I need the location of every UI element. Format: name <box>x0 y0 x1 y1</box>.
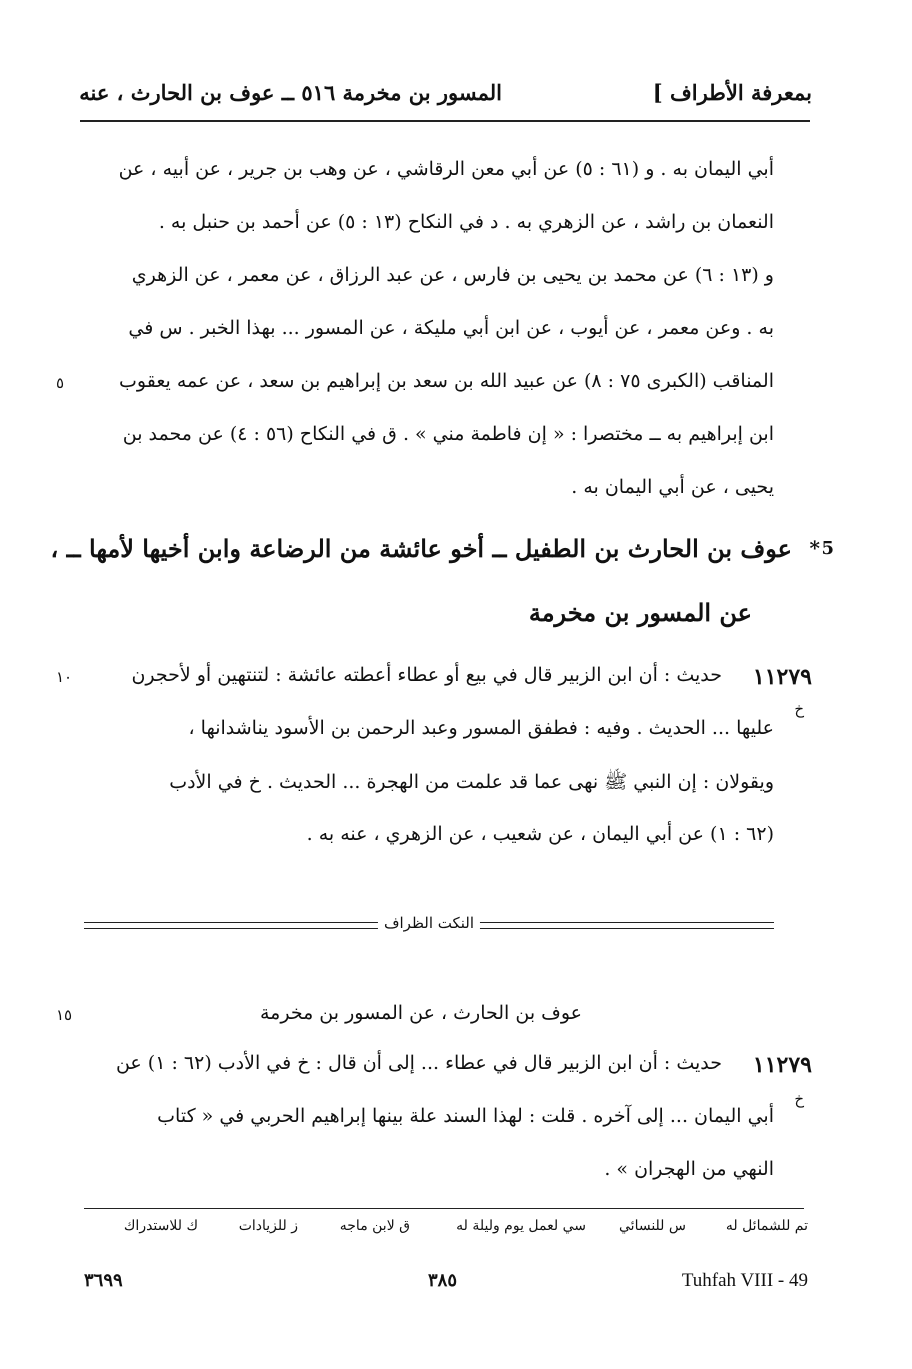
legend-item: سي لعمل يوم وليلة له <box>456 1218 586 1234</box>
text-line: به . وعن معمر ، عن أيوب ، عن ابن أبي مليكة ، عن المسور ... بهذا الخبر . س في <box>128 317 774 339</box>
footer-volume-label: Tuhfah VIII - 49 <box>681 1270 808 1291</box>
text-line: المناقب (الكبرى ٧٥ : ٨) عن عبيد الله بن سعد بن إبراهيم بن سعد ، عن عمه يعقوب <box>119 370 774 392</box>
footer-serial-number: ٣٦٩٩ <box>84 1270 123 1291</box>
source-marker: خ <box>794 700 804 718</box>
text-line: يحيى ، عن أبي اليمان به . <box>571 476 774 498</box>
legend-item: س للنسائي <box>619 1218 686 1234</box>
text-line: أبي اليمان ... إلى آخره . قلت : لهذا السند علة بينها إبراهيم الحربي في « كتاب <box>157 1105 774 1127</box>
legend-item: تم للشمائل له <box>725 1218 808 1234</box>
header-book-title: بمعرفة الأطراف ] <box>652 80 812 105</box>
source-marker: خ <box>794 1090 804 1108</box>
text-line: (٦٢ : ١) عن أبي اليمان ، عن شعيب ، عن الزهري ، عنه به . <box>306 823 774 845</box>
hadith-number: ١١٢٧٩ <box>752 664 812 690</box>
legend-item: ك للاستدراك <box>123 1218 198 1234</box>
entry-star: * <box>809 536 820 560</box>
header-rule <box>80 120 810 122</box>
text-line: أبي اليمان به . و (٦١ : ٥) عن أبي معن الرقاشي ، عن وهب بن جرير ، عن أبيه ، عن <box>118 158 774 180</box>
text-line: عليها ... الحديث . وفيه : فطفق المسور وعبد الرحمن بن الأسود يناشدانها ، <box>188 717 774 739</box>
legend-item: ز للزيادات <box>238 1218 298 1234</box>
abbreviations-legend <box>84 1218 808 1248</box>
nukat-label: النكت الظراف <box>378 914 480 932</box>
text-line: ابن إبراهيم به ــ مختصرا : « إن فاطمة مني » . ق في النكاح (٥٦ : ٤) عن محمد بن <box>122 423 774 445</box>
text-line: ويقولان : إن النبي ﷺ نهى عما قد علمت من الهجرة ... الحديث . خ في الأدب <box>169 771 774 793</box>
footnote-rule <box>84 1208 804 1209</box>
page-number: ٣٨٥ <box>428 1270 458 1291</box>
text-line: النعمان بن راشد ، عن الزهري به . د في النكاح (١٣ : ٥) عن أحمد بن حنبل به . <box>158 211 774 233</box>
hadith-number: ١١٢٧٩ <box>752 1052 812 1078</box>
text-line: حديث : أن ابن الزبير قال في بيع أو عطاء أعطته عائشة : لتنتهين أو لأحجرن <box>131 664 722 686</box>
text-line: حديث : أن ابن الزبير قال في عطاء ... إلى أن قال : خ في الأدب (٦٢ : ١) عن <box>115 1052 722 1074</box>
running-header <box>78 76 812 116</box>
text-line: و (١٣ : ٦) عن محمد بن يحيى بن فارس ، عن عبد الرزاق ، عن معمر ، عن الزهري <box>131 264 774 286</box>
line-number-marker: ١٠ <box>56 668 73 686</box>
entry-subheading: عن المسور بن مخرمة <box>528 598 752 627</box>
text-line: النهي من الهجران » . <box>604 1158 774 1180</box>
nukat-divider <box>84 912 774 942</box>
entry-heading: عوف بن الحارث بن الطفيل ــ أخو عائشة من الرضاعة وابن أخيها لأمها ــ ، <box>50 534 792 563</box>
header-section-title: المسور بن مخرمة ٥١٦ ــ عوف بن الحارث ، عنه <box>79 80 502 105</box>
legend-item: ق لابن ماجه <box>339 1218 410 1234</box>
entry-number: 5 <box>821 538 834 559</box>
line-number-marker: ٥ <box>56 374 65 392</box>
line-number-marker: ١٥ <box>56 1006 73 1024</box>
nukat-entry-title: عوف بن الحارث ، عن المسور بن مخرمة <box>259 1002 582 1024</box>
